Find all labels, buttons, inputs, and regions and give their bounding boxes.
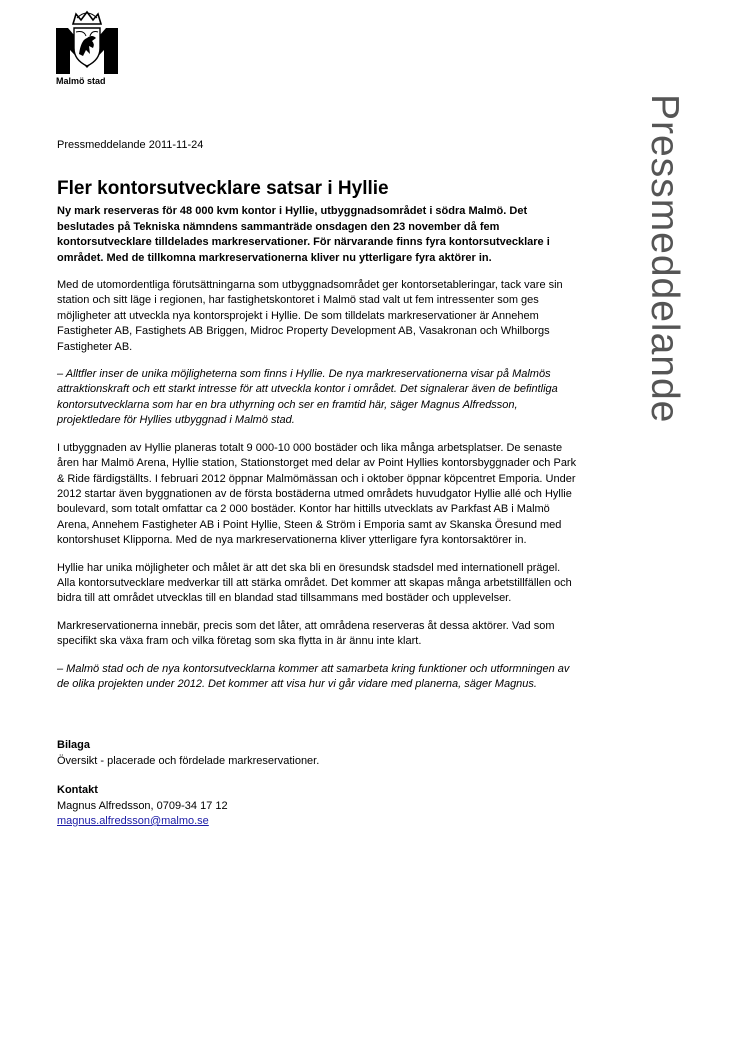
body-paragraph: Hyllie har unika möjligheter och målet är att det ska bli en öresundsk stadsdel med internationell prägel. Alla kontorsutvecklare medverkar till att stärka området. Det kommer att skapas många arbetstillfällen och bidra till att området utvecklas till en blandad stad tillsammans med bostäder och upplevelser. [57, 561, 572, 605]
contact-section [57, 783, 577, 829]
spacer [57, 704, 577, 738]
attachment-text: Översikt - placerade och fördelade markreservationer. [57, 754, 320, 767]
body-paragraph: I utbyggnaden av Hyllie planeras totalt 9 000-10 000 bostäder och lika många arbetsplatser. De senaste åren har Malmö Arena, Hyllie station, Stationstorget med delar av Point Hyllies kontorsbyggnader och Park & Ride färdigställts. I februari 2012 öppnar Malmömässan och i oktober öppnar köpcentret Emporia. Under 2012 startar även byggnationen av de första bostäderna utmed områdets huvudgator Hyllie allé och Hyllie boulevard, som totalt omfattar ca 2 000 bostäder. Kontor har hittills utvecklats av Parkfast AB i Malmö Arena, Annehem Fastigheter AB i Point Hyllie, Steen & Ström i Emporia samt av Skanska Öresund med kontorshuset Klipporna. Med de nya markreservationerna kliver ytterligare fyra kontorsaktörer in. [57, 441, 577, 547]
body-paragraph: Med de utomordentliga förutsättningarna som utbyggnadsområdet ger kontorsetableringar, tack vare sin station och sitt läge i regionen, har fastighetskontoret i Malmö stad valt ut fem intressenter som ges möjligheter att utveckla nya kontorsprojekt i Hyllie. De som tilldelats markreservationer är Annehem Fastigheter AB, Fastighets AB Briggen, Midroc Property Development AB, Vasakronan och Whilborgs Fastigheter AB. [57, 279, 563, 353]
vertical-title: Pressmeddelande [643, 94, 686, 424]
press-release [57, 138, 577, 843]
body-paragraph: Markreservationerna innebär, precis som det låter, att områdena reserveras åt dessa aktörer. Vad som specifikt ska växa fram och vilka företag som ska flytta in är ännu inte klart. [57, 619, 555, 648]
attachment-section [57, 738, 577, 769]
logo-text: Malmö stad [56, 76, 106, 86]
date-line: Pressmeddelande 2011-11-24 [57, 139, 204, 151]
contact-line: Magnus Alfredsson, 0709-34 17 12 [57, 799, 228, 812]
coat-of-arms-icon [56, 10, 118, 76]
page-title: Fler kontorsutvecklare satsar i Hyllie [57, 178, 389, 200]
lead-paragraph: Ny mark reserveras för 48 000 kvm kontor i Hyllie, utbyggnadsområdet i södra Malmö. Det beslutades på Tekniska nämndens sammanträde onsdagen den 23 november då fem kontorsutvecklare tilldelades markreservationer. För närvarande finns fyra kontorsutvecklare i området. Med de tillkomna markreservationerna kliver nu ytterligare fyra aktörer in. [57, 205, 550, 264]
attachment-heading: Bilaga [57, 739, 91, 752]
contact-email-link[interactable]: magnus.alfredsson@malmo.se [57, 815, 209, 827]
quote-paragraph: – Alltfler inser de unika möjligheterna som finns i Hyllie. De nya markreservationerna visar på Malmös attraktionskraft och ett starkt intresse för att utveckla kontor i området. Det signalerar även de befintliga kontorsutvecklarna som har en bra uthyrning och ser en framtid här, säger Magnus Alfredsson, projektledare för Hyllies utbyggnad i Malmö stad. [57, 368, 558, 427]
contact-heading: Kontakt [57, 784, 98, 797]
quote-paragraph: – Malmö stad och de nya kontorsutvecklarna kommer att samarbeta kring funktioner och utformningen av de olika projekten under 2012. Det kommer att visa hur vi går vidare med planerna, säger Magnus. [57, 662, 570, 690]
